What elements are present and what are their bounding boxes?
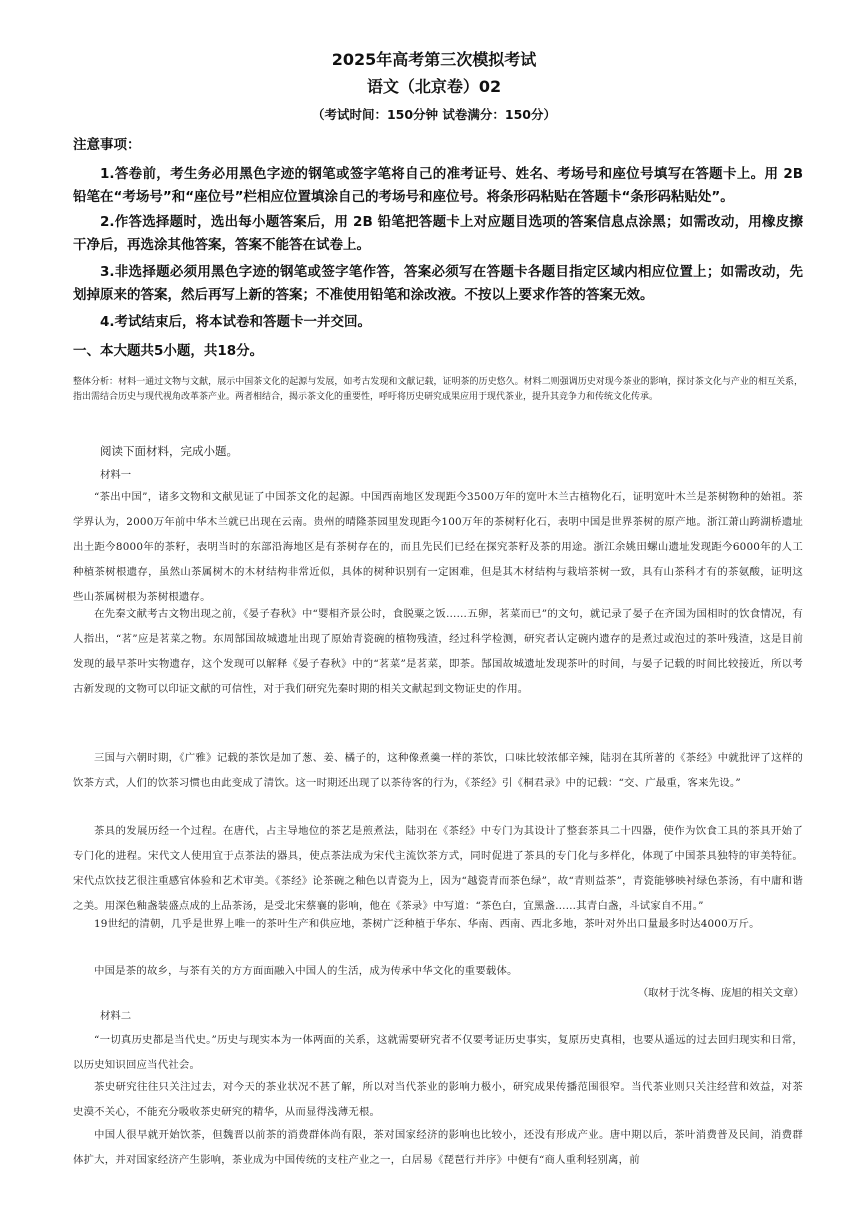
- exam-title: 2025年高考第三次模拟考试: [331, 50, 537, 69]
- notice-item: 1.答卷前，考生务必用黑色字迹的钢笔或签字笔将自己的准考证号、姓名、考场号和座位号填写在答题卡上。用 2B 铅笔在“考场号”和“座位号”栏相应位置填涂自己的考场号和座位号。将条形码粘贴在答题卡“条形码粘贴处”。: [73, 166, 803, 205]
- exam-subtitle: 语文（北京卷）02: [366, 77, 502, 96]
- material1-label: 材料一: [100, 469, 132, 481]
- material2-paragraph: “一切真历史都是当代史。”历史与现实本为一体两面的关系，这就需要研究者不仅要考证历史事实，复原历史真相，也要从遥远的过去回归现实和日常，以历史知识回应当代社会。: [73, 1034, 803, 1071]
- material1-paragraph: 中国是茶的故乡，与茶有关的方方面面融入中国人的生活，成为传承中华文化的重要载体。: [94, 965, 518, 977]
- material2-label: 材料二: [100, 1010, 132, 1022]
- material1-paragraph: “茶出中国”，诸多文物和文献见证了中国茶文化的起源。中国西南地区发现距今3500万年的宽叶木兰古植物化石，证明宽叶木兰是茶树物种的始祖。茶学界认为，2000万年前中华木兰就已出现在云南。贵州的晴隆茶园里发现距今100万年的茶树籽化石，表明中国是世界茶树的原产地。浙江萧山跨湖桥遗址出土距今8000年的茶籽，表明当时的东部沿海地区是有茶树存在的，而且先民们已经在探究茶籽及茶的用途。浙江余姚田螺山遗址发现距今6000年的人工种植茶树根遗存，虽然山茶属树木的木材结构非常近似，具体的树种识别有一定困难，但是其木材结构与栽培茶树一致，具有山茶科才有的茶氨酸，证明这些山茶属树根为茶树根遗存。: [73, 491, 803, 603]
- material1-paragraph: 三国与六朝时期，《广雅》记载的茶饮是加了葱、姜、橘子的，这种像煮羹一样的茶饮，口味比较浓郁辛辣，陆羽在其所著的《茶经》中就批评了这样的饮茶方式，人们的饮茶习惯也由此变成了清饮。这一时期还出现了以茶待客的行为，《茶经》引《桐君录》中的记载：“交、广最重，客来先设。”: [73, 752, 803, 789]
- material1-paragraph: 茶具的发展历经一个过程。在唐代，占主导地位的茶艺是煎煮法，陆羽在《茶经》中专门为其设计了整套茶具二十四器，使作为饮食工具的茶具开始了专门化的进程。宋代文人使用宜于点茶法的器具，使点茶法成为宋代主流饮茶方式，同时促进了茶具的专门化与多样化，体现了中国茶具独特的审美特征。宋代点饮技艺很注重感官体验和艺术审美。《茶经》论茶碗之釉色以青瓷为上，因为“越瓷青而茶色绿”，故“青则益茶”，青瓷能够映衬绿色茶汤，有中庸和谐之美。用深色釉盏装盛点成的上品茶汤，是受北宋蔡襄的影响，他在《茶录》中写道：“茶色白，宜黑盏……其青白盏，斗试家自不用。”: [73, 825, 803, 912]
- material2-paragraph: 中国人很早就开始饮茶，但魏晋以前茶的消费群体尚有限，茶对国家经济的影响也比较小，还没有形成产业。唐中期以后，茶叶消费普及民间，消费群体扩大，并对国家经济产生影响，茶业成为中国传统的支柱产业之一，白居易《琵琶行并序》中便有“商人重利轻别离，前: [73, 1129, 803, 1166]
- material2-paragraph: 茶史研究往往只关注过去，对今天的茶业状况不甚了解，所以对当代茶业的影响力极小，研究成果传播范围很窄。当代茶业则只关注经营和效益，对茶史漠不关心，不能充分吸收茶史研究的精华，从而显得浅薄无根。: [73, 1081, 803, 1118]
- notice-item: 3.非选择题必须用黑色字迹的钢笔或签字笔作答，答案必须写在答题卡各题目指定区域内相应位置上；如需改动，先划掉原来的答案，然后再写上新的答案；不准使用铅笔和涂改液。不按以上要求作答的答案无效。: [73, 264, 803, 303]
- material1-paragraph: 19世纪的清朝，几乎是世界上唯一的茶叶生产和供应地，茶树广泛种植于华东、华南、西南、西北多地，茶叶对外出口量最多时达4000万斤。: [94, 918, 760, 930]
- reading-lead: 阅读下面材料，完成小题。: [100, 444, 238, 458]
- notice-item: 4.考试结束后，将本试卷和答题卡一并交回。: [100, 314, 372, 330]
- exam-info: （考试时间：150分钟 试卷满分：150分）: [311, 107, 557, 122]
- material1-paragraph: 在先秦文献考古文物出现之前，《晏子春秋》中“婴相齐景公时，食脱粟之饭……五卵，茗菜而已”的文句，就记录了晏子在齐国为国相时的饮食情况，有人指出，“茗”应是茗菜之物。东周郜国故城遗址出现了原始青瓷碗的植物残渣，经过科学检测，研究者认定碗内遗存的是煮过或泡过的茶叶残渣，这是目前发现的最早茶叶实物遗存，这个发现可以解释《晏子春秋》中的“茗菜”是茗菜，即茶。郜国故城遗址发现茶叶的时间，与晏子记载的时间比较接近，所以考古新发现的文物可以印证文献的可信性，对于我们研究先秦时期的相关文献起到文物证史的作用。: [73, 608, 803, 695]
- section-heading: 一、本大题共5小题，共18分。: [73, 343, 264, 359]
- material1-source: （取材于沈冬梅、庞旭的相关文章）: [637, 987, 804, 999]
- notice-heading: 注意事项：: [73, 137, 141, 153]
- notice-item: 2.作答选择题时，选出每小题答案后，用 2B 铅笔把答题卡上对应题目选项的答案信息点涂黑；如需改动，用橡皮擦干净后，再选涂其他答案，答案不能答在试卷上。: [73, 214, 803, 253]
- overall-analysis: 整体分析：材料一通过文物与文献，展示中国茶文化的起源与发展，如考古发现和文献记载，证明茶的历史悠久。材料二则强调历史对现今茶业的影响，探讨茶文化与产业的相互关系，指出需结合历史与现代视角改革茶产业。两者相结合，揭示茶文化的重要性，呼吁将历史研究成果应用于现代茶业，提升其竞争力和传统文化传承。: [73, 377, 803, 402]
